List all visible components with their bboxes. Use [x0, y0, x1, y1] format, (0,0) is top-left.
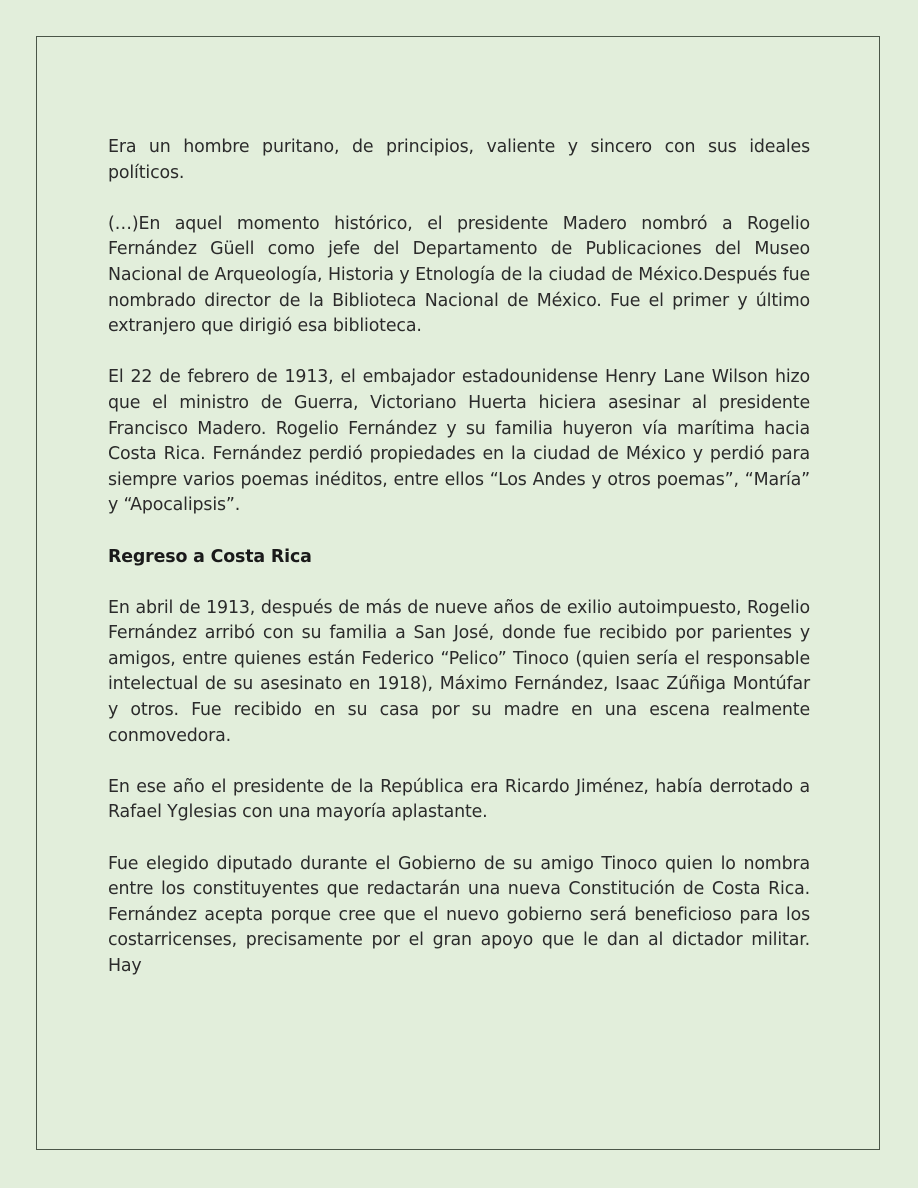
paragraph-character: Era un hombre puritano, de principios, valiente y sincero con sus ideales políticos. — [108, 137, 810, 183]
section-heading: Regreso a Costa Rica — [108, 546, 312, 567]
paragraph-deputy: Fue elegido diputado durante el Gobierno de su amigo Tinoco quien lo nombra entre los constituyentes que redactarán una nueva Constitución de Costa Rica. Fernández acepta porque cree que el nuevo gobierno será beneficioso para los costarricenses, precisamente por el gran apoyo que le dan al dictador militar. Hay — [108, 853, 810, 976]
paragraph-president: En ese año el presidente de la República era Ricardo Jiménez, había derrotado a Rafael Yglesias con una mayoría aplastante. — [108, 776, 810, 823]
paragraph-madero-appointment: (…)En aquel momento histórico, el presidente Madero nombró a Rogelio Fernández Güell como jefe del Departamento de Publicaciones del Museo Nacional de Arqueología, Historia y Etnología de la ciudad de México.Después fue nombrado director de la Biblioteca Nacional de México. Fue el primer y último extranjero que dirigió esa biblioteca. — [108, 213, 810, 337]
document-body — [108, 135, 810, 1005]
paragraph-return: En abril de 1913, después de más de nueve años de exilio autoimpuesto, Rogelio Fernández arribó con su familia a San José, donde fue recibido por parientes y amigos, entre quienes están Federico “Pelico” Tinoco (quien sería el responsable intelectual de su asesinato en 1918), Máximo Fernández, Isaac Zúñiga Montúfar y otros. Fue recibido en su casa por su madre en una escena realmente conmovedora. — [108, 597, 810, 746]
paragraph-exile: El 22 de febrero de 1913, el embajador estadounidense Henry Lane Wilson hizo que el ministro de Guerra, Victoriano Huerta hiciera asesinar al presidente Francisco Madero. Rogelio Fernández y su familia huyeron vía marítima hacia Costa Rica. Fernández perdió propiedades en la ciudad de México y perdió para siempre varios poemas inéditos, entre ellos “Los Andes y otros poemas”, “María” y “Apocalipsis”. — [108, 367, 810, 516]
